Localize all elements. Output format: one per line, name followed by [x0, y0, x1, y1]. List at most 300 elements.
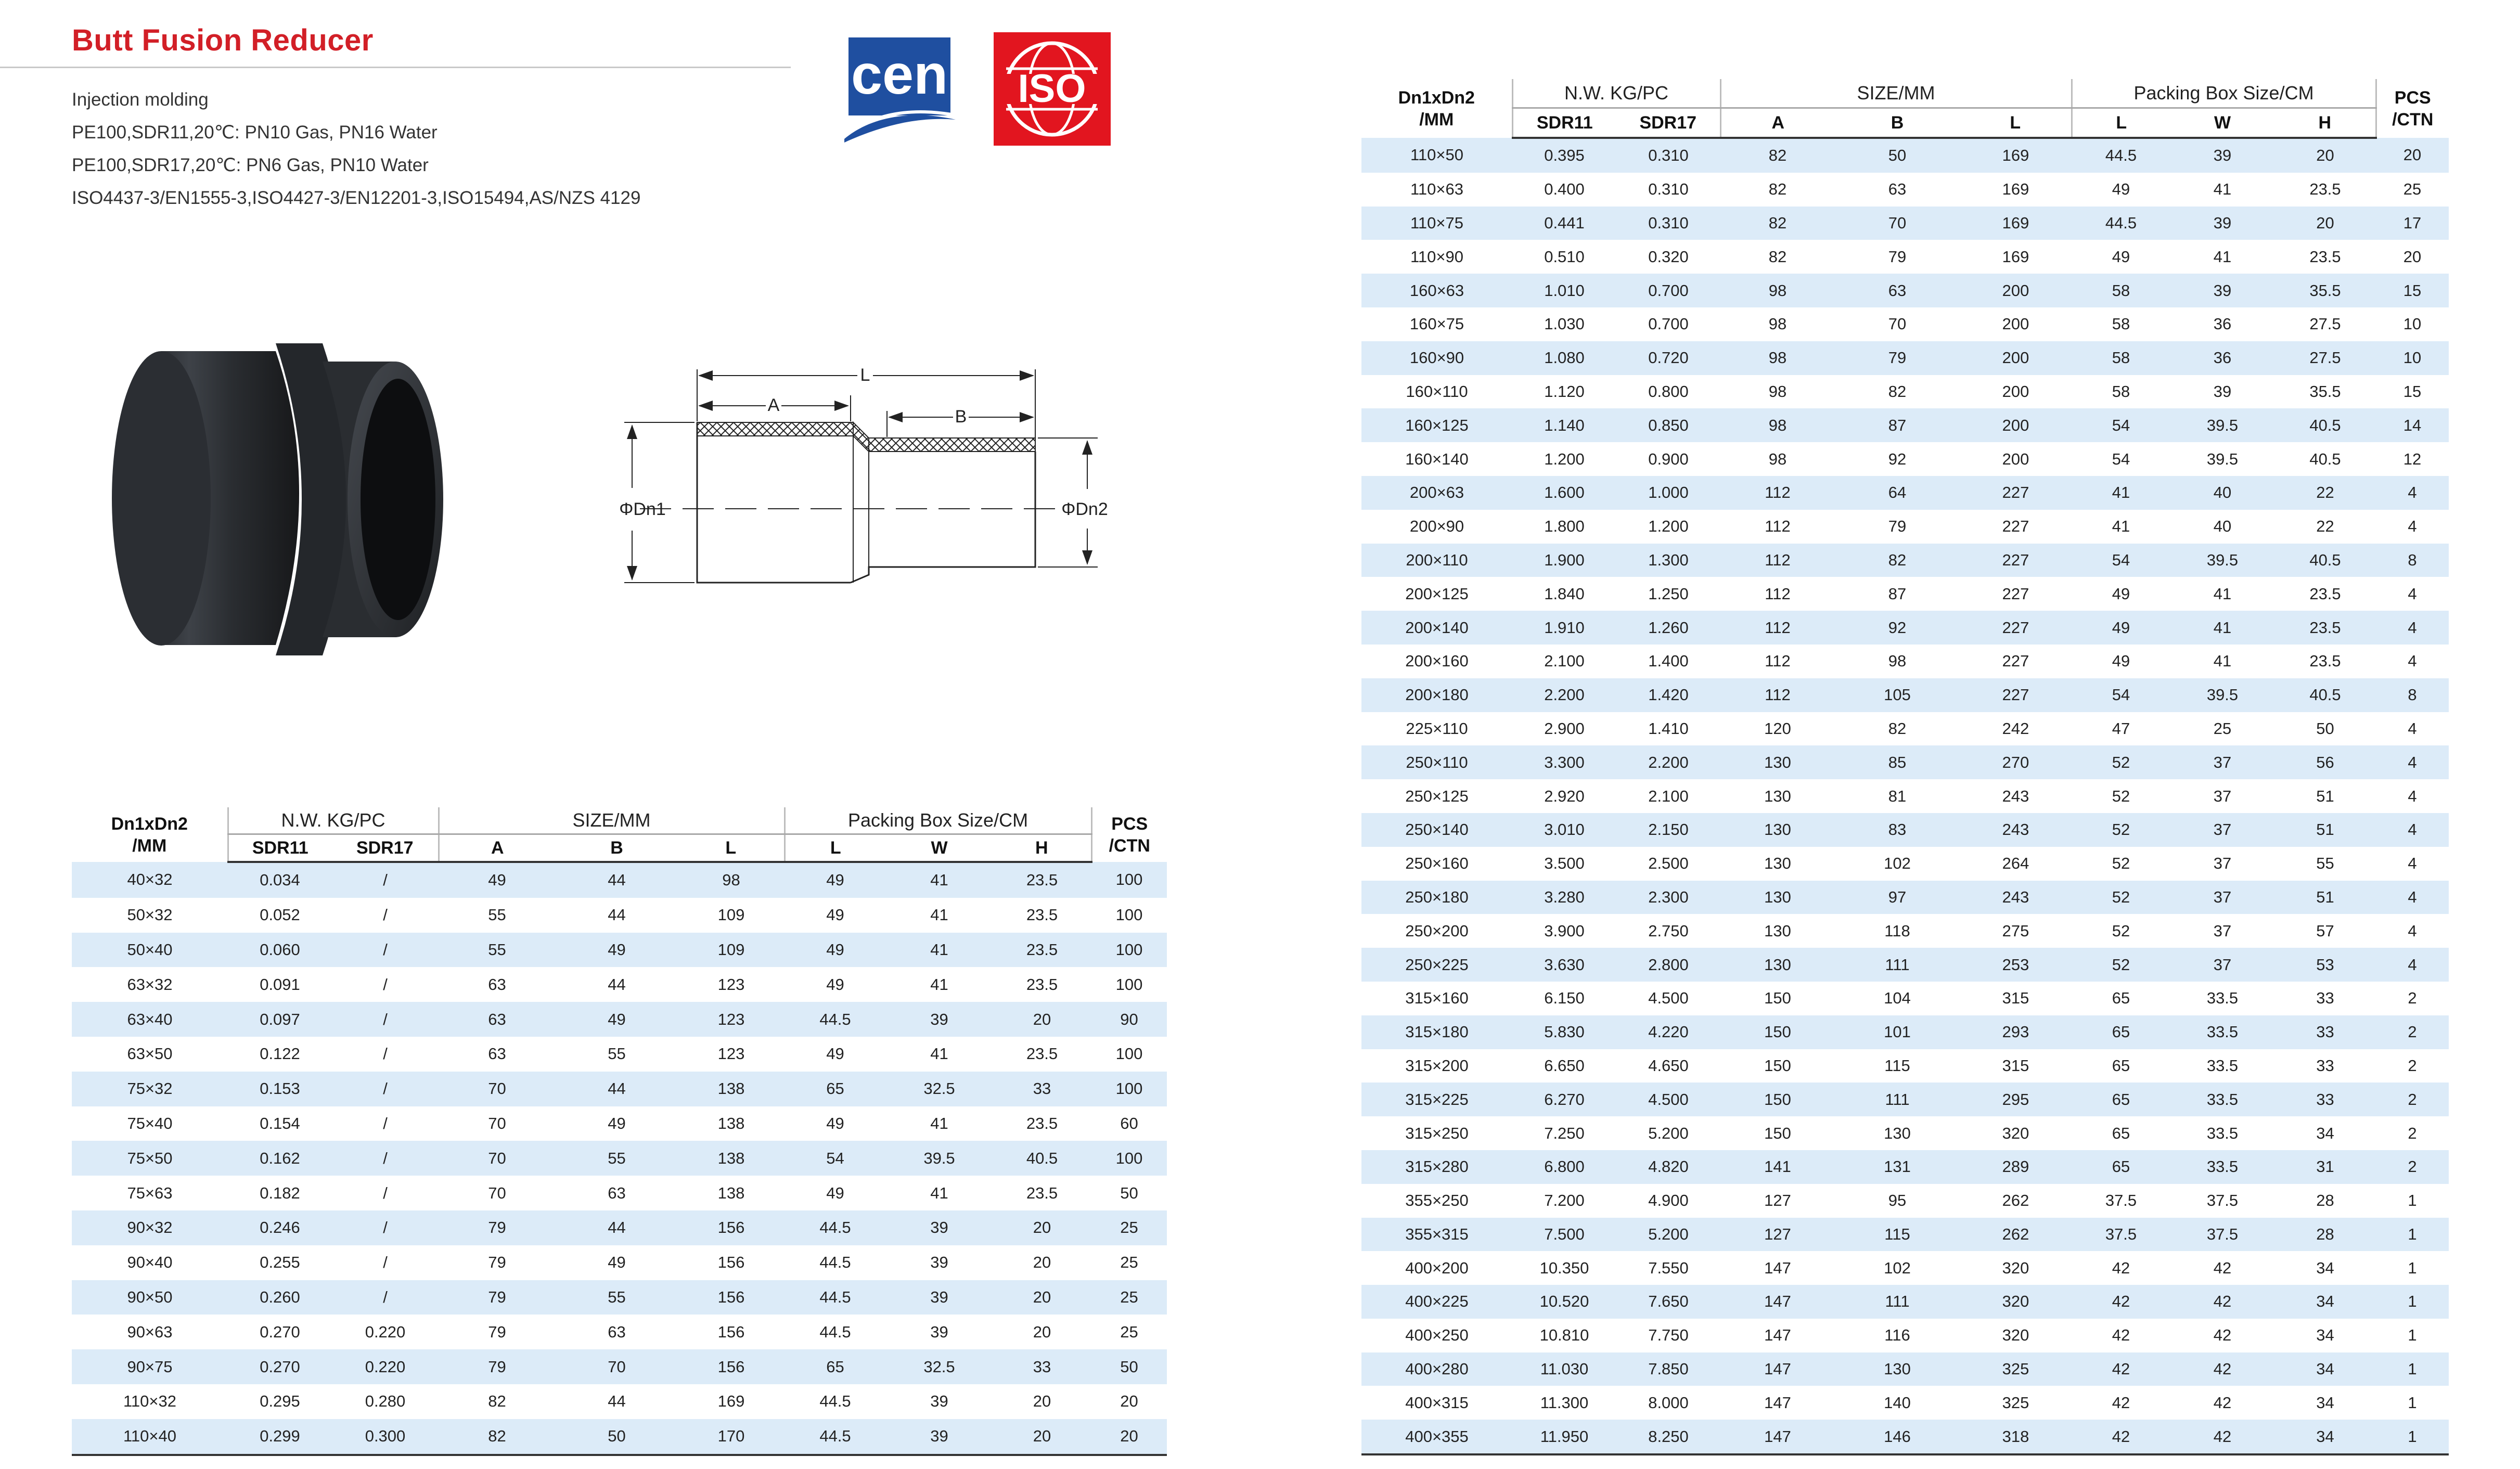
table-row [1361, 1319, 2449, 1352]
cell-nw-sdr11: 5.830 [1512, 1015, 1616, 1049]
cell-l: 123 [678, 967, 785, 1002]
cell-box-w: 42 [2170, 1386, 2274, 1420]
cell-pcs: 4 [2376, 510, 2449, 544]
table-row [72, 967, 1167, 1002]
cell-b: 146 [1835, 1420, 1960, 1454]
cell-pcs: 10 [2376, 341, 2449, 375]
cell-l: 227 [1960, 678, 2072, 712]
cell-nw-sdr11: 0.097 [228, 1002, 332, 1037]
table-row [72, 1037, 1167, 1072]
cell-pcs: 4 [2376, 948, 2449, 982]
table-row [72, 1245, 1167, 1280]
col-header-sdr11: SDR11 [228, 834, 332, 862]
cell-box-l: 54 [785, 1141, 886, 1176]
cell-nw-sdr17: 2.200 [1616, 745, 1720, 779]
cell-nw-sdr17: / [332, 1141, 439, 1176]
cell-size: 160×140 [1361, 442, 1512, 476]
spec-table-right-body [1361, 138, 2449, 1454]
cell-box-h: 35.5 [2274, 375, 2376, 409]
cell-l: 200 [1960, 442, 2072, 476]
cell-box-l: 49 [2072, 611, 2170, 645]
cell-box-w: 41 [886, 1176, 993, 1210]
cell-nw-sdr11: 0.270 [228, 1315, 332, 1349]
cell-nw-sdr11: 3.630 [1512, 948, 1616, 982]
cell-box-l: 54 [2072, 442, 2170, 476]
cell-size: 110×32 [72, 1384, 228, 1419]
cell-box-h: 34 [2274, 1251, 2376, 1285]
cell-size: 315×225 [1361, 1083, 1512, 1116]
dim-label-dn2: ΦDn2 [1061, 499, 1108, 519]
cell-size: 160×110 [1361, 375, 1512, 409]
cell-box-h: 28 [2274, 1218, 2376, 1252]
cell-box-h: 23.5 [993, 1037, 1091, 1072]
table-row [72, 1072, 1167, 1106]
cell-b: 44 [556, 898, 678, 933]
cell-box-l: 54 [2072, 544, 2170, 577]
col-header-sdr17: SDR17 [1616, 108, 1720, 138]
cell-box-l: 49 [785, 1176, 886, 1210]
cell-b: 102 [1835, 1251, 1960, 1285]
cell-box-l: 49 [785, 967, 886, 1002]
cell-nw-sdr11: 2.920 [1512, 779, 1616, 813]
cell-pcs: 100 [1091, 933, 1167, 968]
table-row [1361, 1116, 2449, 1150]
cell-nw-sdr11: 11.300 [1512, 1386, 1616, 1420]
cell-b: 49 [556, 1106, 678, 1141]
cell-b: 79 [1835, 240, 1960, 274]
cell-box-w: 37 [2170, 914, 2274, 948]
cell-box-h: 57 [2274, 914, 2376, 948]
cell-nw-sdr17: 1.300 [1616, 544, 1720, 577]
cell-box-w: 39 [886, 1315, 993, 1349]
cell-l: 200 [1960, 274, 2072, 307]
group-header-nw: N.W. KG/PC [1512, 79, 1720, 108]
cell-a: 49 [439, 862, 556, 898]
cell-nw-sdr17: 2.500 [1616, 847, 1720, 881]
cell-nw-sdr17: 2.300 [1616, 881, 1720, 914]
cell-pcs: 2 [2376, 1015, 2449, 1049]
cell-nw-sdr17: 4.500 [1616, 1083, 1720, 1116]
cell-l: 200 [1960, 307, 2072, 341]
cell-pcs: 4 [2376, 745, 2449, 779]
cell-box-l: 52 [2072, 847, 2170, 881]
cell-size: 50×40 [72, 933, 228, 968]
cell-box-l: 44.5 [785, 1280, 886, 1315]
col-header-pcs [2376, 79, 2449, 138]
cell-box-l: 65 [785, 1349, 886, 1384]
col-header-dn-label: Dn1xDn2 [1398, 87, 1475, 108]
cell-l: 138 [678, 1176, 785, 1210]
cell-nw-sdr17: 0.220 [332, 1315, 439, 1349]
cell-b: 95 [1835, 1184, 1960, 1218]
cell-box-w: 32.5 [886, 1349, 993, 1384]
cell-a: 127 [1720, 1184, 1835, 1218]
cell-a: 141 [1720, 1150, 1835, 1184]
cell-box-h: 33 [993, 1072, 1091, 1106]
cell-nw-sdr17: 0.700 [1616, 274, 1720, 307]
cell-nw-sdr17: / [332, 1037, 439, 1072]
cell-pcs: 1 [2376, 1218, 2449, 1252]
cell-box-l: 42 [2072, 1420, 2170, 1454]
cell-box-w: 37 [2170, 745, 2274, 779]
cell-box-l: 49 [785, 898, 886, 933]
cell-box-l: 52 [2072, 813, 2170, 847]
cell-size: 200×180 [1361, 678, 1512, 712]
cell-nw-sdr11: 1.080 [1512, 341, 1616, 375]
cell-b: 83 [1835, 813, 1960, 847]
cell-nw-sdr17: 7.750 [1616, 1319, 1720, 1352]
cell-box-l: 52 [2072, 948, 2170, 982]
cell-pcs: 25 [2376, 173, 2449, 207]
cell-box-w: 33.5 [2170, 1049, 2274, 1083]
cell-l: 315 [1960, 982, 2072, 1015]
cell-nw-sdr11: 0.154 [228, 1106, 332, 1141]
col-header-box-l: L [785, 834, 886, 862]
cell-pcs: 14 [2376, 408, 2449, 442]
cell-box-h: 23.5 [2274, 645, 2376, 678]
table-row [1361, 408, 2449, 442]
cell-size: 315×200 [1361, 1049, 1512, 1083]
table-row [1361, 645, 2449, 678]
cell-a: 98 [1720, 274, 1835, 307]
cell-a: 82 [439, 1384, 556, 1419]
cell-size: 110×50 [1361, 138, 1512, 173]
cell-l: 156 [678, 1349, 785, 1384]
cell-a: 63 [439, 967, 556, 1002]
cell-l: 243 [1960, 881, 2072, 914]
cell-box-w: 39.5 [2170, 678, 2274, 712]
table-row [1361, 207, 2449, 240]
cell-a: 150 [1720, 982, 1835, 1015]
cell-pcs: 2 [2376, 1083, 2449, 1116]
cell-nw-sdr11: 0.091 [228, 967, 332, 1002]
cell-size: 160×75 [1361, 307, 1512, 341]
cen-logo [841, 32, 958, 146]
cell-nw-sdr17: 5.200 [1616, 1116, 1720, 1150]
cell-l: 243 [1960, 813, 2072, 847]
cell-a: 130 [1720, 813, 1835, 847]
table-row [1361, 1352, 2449, 1386]
spec-line: PE100,SDR11,20℃: PN10 Gas, PN16 Water [72, 122, 438, 143]
cell-a: 112 [1720, 645, 1835, 678]
table-row [72, 898, 1167, 933]
cell-b: 102 [1835, 847, 1960, 881]
cell-box-h: 20 [2274, 207, 2376, 240]
cell-box-h: 23.5 [993, 967, 1091, 1002]
table-row [1361, 442, 2449, 476]
cell-size: 90×32 [72, 1210, 228, 1245]
cell-a: 98 [1720, 442, 1835, 476]
col-header-l: L [678, 834, 785, 862]
cell-box-l: 44.5 [785, 1419, 886, 1455]
cell-a: 82 [1720, 138, 1835, 173]
cell-box-w: 37 [2170, 779, 2274, 813]
cell-nw-sdr11: 10.350 [1512, 1251, 1616, 1285]
cell-a: 130 [1720, 745, 1835, 779]
cell-box-l: 65 [2072, 1015, 2170, 1049]
spec-table-left [72, 807, 1167, 1456]
cell-size: 110×90 [1361, 240, 1512, 274]
table-row [1361, 982, 2449, 1015]
cell-size: 400×200 [1361, 1251, 1512, 1285]
cell-nw-sdr11: 1.030 [1512, 307, 1616, 341]
cell-b: 79 [1835, 341, 1960, 375]
cell-nw-sdr17: 4.220 [1616, 1015, 1720, 1049]
cell-box-l: 65 [2072, 982, 2170, 1015]
col-header-dn [72, 807, 228, 862]
cell-size: 400×315 [1361, 1386, 1512, 1420]
cell-box-w: 33.5 [2170, 1150, 2274, 1184]
cell-a: 55 [439, 933, 556, 968]
table-row [1361, 173, 2449, 207]
cell-box-l: 44.5 [785, 1002, 886, 1037]
cell-pcs: 4 [2376, 712, 2449, 746]
cell-l: 289 [1960, 1150, 2072, 1184]
cell-nw-sdr11: 0.162 [228, 1141, 332, 1176]
cell-l: 262 [1960, 1218, 2072, 1252]
cell-box-w: 39.5 [886, 1141, 993, 1176]
cell-box-w: 37 [2170, 948, 2274, 982]
cell-l: 169 [678, 1384, 785, 1419]
cell-l: 138 [678, 1141, 785, 1176]
table-row [1361, 138, 2449, 173]
cell-box-h: 23.5 [2274, 577, 2376, 611]
cell-box-l: 37.5 [2072, 1184, 2170, 1218]
cell-a: 98 [1720, 375, 1835, 409]
cell-b: 70 [556, 1349, 678, 1384]
cell-b: 101 [1835, 1015, 1960, 1049]
cell-b: 82 [1835, 375, 1960, 409]
cell-size: 315×160 [1361, 982, 1512, 1015]
spec-list [72, 83, 640, 214]
cell-nw-sdr17: 2.150 [1616, 813, 1720, 847]
cell-box-l: 44.5 [785, 1245, 886, 1280]
cell-box-h: 51 [2274, 813, 2376, 847]
cell-pcs: 17 [2376, 207, 2449, 240]
cell-box-w: 37 [2170, 847, 2274, 881]
cell-a: 130 [1720, 914, 1835, 948]
cell-b: 92 [1835, 611, 1960, 645]
cell-nw-sdr11: 10.520 [1512, 1285, 1616, 1319]
cell-nw-sdr11: 3.500 [1512, 847, 1616, 881]
cell-box-l: 44.5 [2072, 207, 2170, 240]
cell-size: 315×280 [1361, 1150, 1512, 1184]
cell-box-w: 37.5 [2170, 1184, 2274, 1218]
cell-b: 85 [1835, 745, 1960, 779]
cell-box-w: 41 [2170, 240, 2274, 274]
cell-nw-sdr17: / [332, 1210, 439, 1245]
cell-a: 147 [1720, 1420, 1835, 1454]
cell-b: 116 [1835, 1319, 1960, 1352]
cell-l: 169 [1960, 240, 2072, 274]
cell-pcs: 1 [2376, 1352, 2449, 1386]
cell-a: 82 [1720, 207, 1835, 240]
cell-nw-sdr11: 3.300 [1512, 745, 1616, 779]
cell-box-h: 34 [2274, 1285, 2376, 1319]
cell-size: 160×90 [1361, 341, 1512, 375]
cell-b: 111 [1835, 948, 1960, 982]
table-row [1361, 745, 2449, 779]
col-header-pcs-label: PCS [2394, 87, 2431, 108]
cell-b: 131 [1835, 1150, 1960, 1184]
cell-b: 63 [556, 1176, 678, 1210]
dimension-drawing [588, 343, 1134, 614]
cell-box-w: 39.5 [2170, 408, 2274, 442]
cell-box-l: 58 [2072, 375, 2170, 409]
cell-a: 55 [439, 898, 556, 933]
table-row [1361, 1184, 2449, 1218]
cell-nw-sdr17: / [332, 1176, 439, 1210]
spec-table-right [1361, 79, 2449, 1455]
col-header-sdr17: SDR17 [332, 834, 439, 862]
cell-box-h: 20 [993, 1245, 1091, 1280]
table-row [72, 1419, 1167, 1455]
dim-label-l: L [860, 365, 870, 385]
cell-nw-sdr17: 4.500 [1616, 982, 1720, 1015]
cell-size: 400×280 [1361, 1352, 1512, 1386]
table-row [1361, 1420, 2449, 1454]
table-row [72, 1315, 1167, 1349]
cell-box-h: 23.5 [993, 1176, 1091, 1210]
cell-a: 150 [1720, 1049, 1835, 1083]
cell-nw-sdr17: 0.850 [1616, 408, 1720, 442]
cell-box-h: 33 [993, 1349, 1091, 1384]
col-header-box-h: H [2274, 108, 2376, 138]
cell-size: 200×140 [1361, 611, 1512, 645]
cell-box-l: 58 [2072, 341, 2170, 375]
table-row [1361, 813, 2449, 847]
cell-box-w: 41 [886, 1037, 993, 1072]
cell-pcs: 4 [2376, 914, 2449, 948]
cell-box-l: 49 [2072, 577, 2170, 611]
col-header-box-l: L [2072, 108, 2170, 138]
cell-nw-sdr17: 8.250 [1616, 1420, 1720, 1454]
col-header-pcs-unit: /CTN [2392, 109, 2434, 130]
col-header-a: A [1720, 108, 1835, 138]
cell-nw-sdr17: 0.700 [1616, 307, 1720, 341]
cell-size: 315×250 [1361, 1116, 1512, 1150]
cell-l: 264 [1960, 847, 2072, 881]
iso-logo-text: ISO [1018, 67, 1086, 111]
cell-l: 320 [1960, 1319, 2072, 1352]
cell-l: 227 [1960, 476, 2072, 510]
cell-b: 115 [1835, 1049, 1960, 1083]
cell-nw-sdr17: 1.420 [1616, 678, 1720, 712]
product-image [104, 333, 468, 676]
cell-box-h: 34 [2274, 1386, 2376, 1420]
cell-nw-sdr11: 0.122 [228, 1037, 332, 1072]
cell-l: 200 [1960, 341, 2072, 375]
cell-box-h: 53 [2274, 948, 2376, 982]
cell-box-h: 20 [2274, 138, 2376, 173]
cell-size: 315×180 [1361, 1015, 1512, 1049]
cell-box-w: 37 [2170, 881, 2274, 914]
table-row [1361, 1150, 2449, 1184]
cell-size: 75×32 [72, 1072, 228, 1106]
cell-l: 295 [1960, 1083, 2072, 1116]
cell-a: 79 [439, 1280, 556, 1315]
cell-pcs: 15 [2376, 274, 2449, 307]
cell-b: 63 [556, 1315, 678, 1349]
col-header-b: B [556, 834, 678, 862]
cell-l: 138 [678, 1106, 785, 1141]
cell-nw-sdr11: 1.010 [1512, 274, 1616, 307]
cell-box-w: 41 [886, 898, 993, 933]
cell-size: 250×225 [1361, 948, 1512, 982]
cell-b: 130 [1835, 1116, 1960, 1150]
cell-box-h: 22 [2274, 476, 2376, 510]
cell-nw-sdr17: 0.310 [1616, 138, 1720, 173]
cell-box-l: 49 [2072, 645, 2170, 678]
cell-pcs: 20 [2376, 240, 2449, 274]
dim-label-dn1: ΦDn1 [619, 499, 666, 519]
cell-l: 98 [678, 862, 785, 898]
cell-pcs: 12 [2376, 442, 2449, 476]
cell-box-l: 37.5 [2072, 1218, 2170, 1252]
cell-a: 82 [1720, 240, 1835, 274]
cell-nw-sdr11: 10.810 [1512, 1319, 1616, 1352]
table-row [1361, 847, 2449, 881]
cell-l: 169 [1960, 207, 2072, 240]
cell-size: 160×125 [1361, 408, 1512, 442]
cell-box-w: 42 [2170, 1420, 2274, 1454]
col-header-dn-label: Dn1xDn2 [111, 814, 188, 834]
cell-box-l: 54 [2072, 408, 2170, 442]
table-row [72, 1210, 1167, 1245]
cell-a: 127 [1720, 1218, 1835, 1252]
cell-l: 293 [1960, 1015, 2072, 1049]
cell-box-w: 39 [886, 1002, 993, 1037]
cell-box-w: 40 [2170, 510, 2274, 544]
col-header-dn-unit: /MM [1419, 109, 1454, 130]
table-row [72, 1002, 1167, 1037]
table-row [1361, 1049, 2449, 1083]
cell-box-w: 39 [2170, 138, 2274, 173]
cell-a: 150 [1720, 1015, 1835, 1049]
cell-box-w: 39 [886, 1280, 993, 1315]
cell-l: 123 [678, 1002, 785, 1037]
table-row [1361, 240, 2449, 274]
cell-nw-sdr11: 0.295 [228, 1384, 332, 1419]
cell-pcs: 1 [2376, 1184, 2449, 1218]
cell-size: 63×40 [72, 1002, 228, 1037]
cell-box-h: 20 [993, 1210, 1091, 1245]
table-row [1361, 1015, 2449, 1049]
cell-size: 355×315 [1361, 1218, 1512, 1252]
cell-box-l: 65 [2072, 1083, 2170, 1116]
cell-box-w: 39 [2170, 207, 2274, 240]
cell-size: 110×63 [1361, 173, 1512, 207]
cell-box-h: 33 [2274, 1015, 2376, 1049]
cell-nw-sdr17: 0.900 [1616, 442, 1720, 476]
cell-size: 90×50 [72, 1280, 228, 1315]
cell-a: 112 [1720, 678, 1835, 712]
cell-box-l: 41 [2072, 510, 2170, 544]
cell-nw-sdr11: 6.150 [1512, 982, 1616, 1015]
cell-box-h: 23.5 [993, 933, 1091, 968]
page-title: Butt Fusion Reducer [72, 23, 374, 57]
cell-size: 250×200 [1361, 914, 1512, 948]
col-header-box-w: W [2170, 108, 2274, 138]
cell-nw-sdr11: 7.250 [1512, 1116, 1616, 1150]
cell-size: 75×50 [72, 1141, 228, 1176]
cell-nw-sdr11: 6.800 [1512, 1150, 1616, 1184]
cell-pcs: 25 [1091, 1210, 1167, 1245]
cell-l: 318 [1960, 1420, 2072, 1454]
cell-box-h: 23.5 [993, 862, 1091, 898]
cell-a: 82 [1720, 173, 1835, 207]
cell-l: 109 [678, 898, 785, 933]
